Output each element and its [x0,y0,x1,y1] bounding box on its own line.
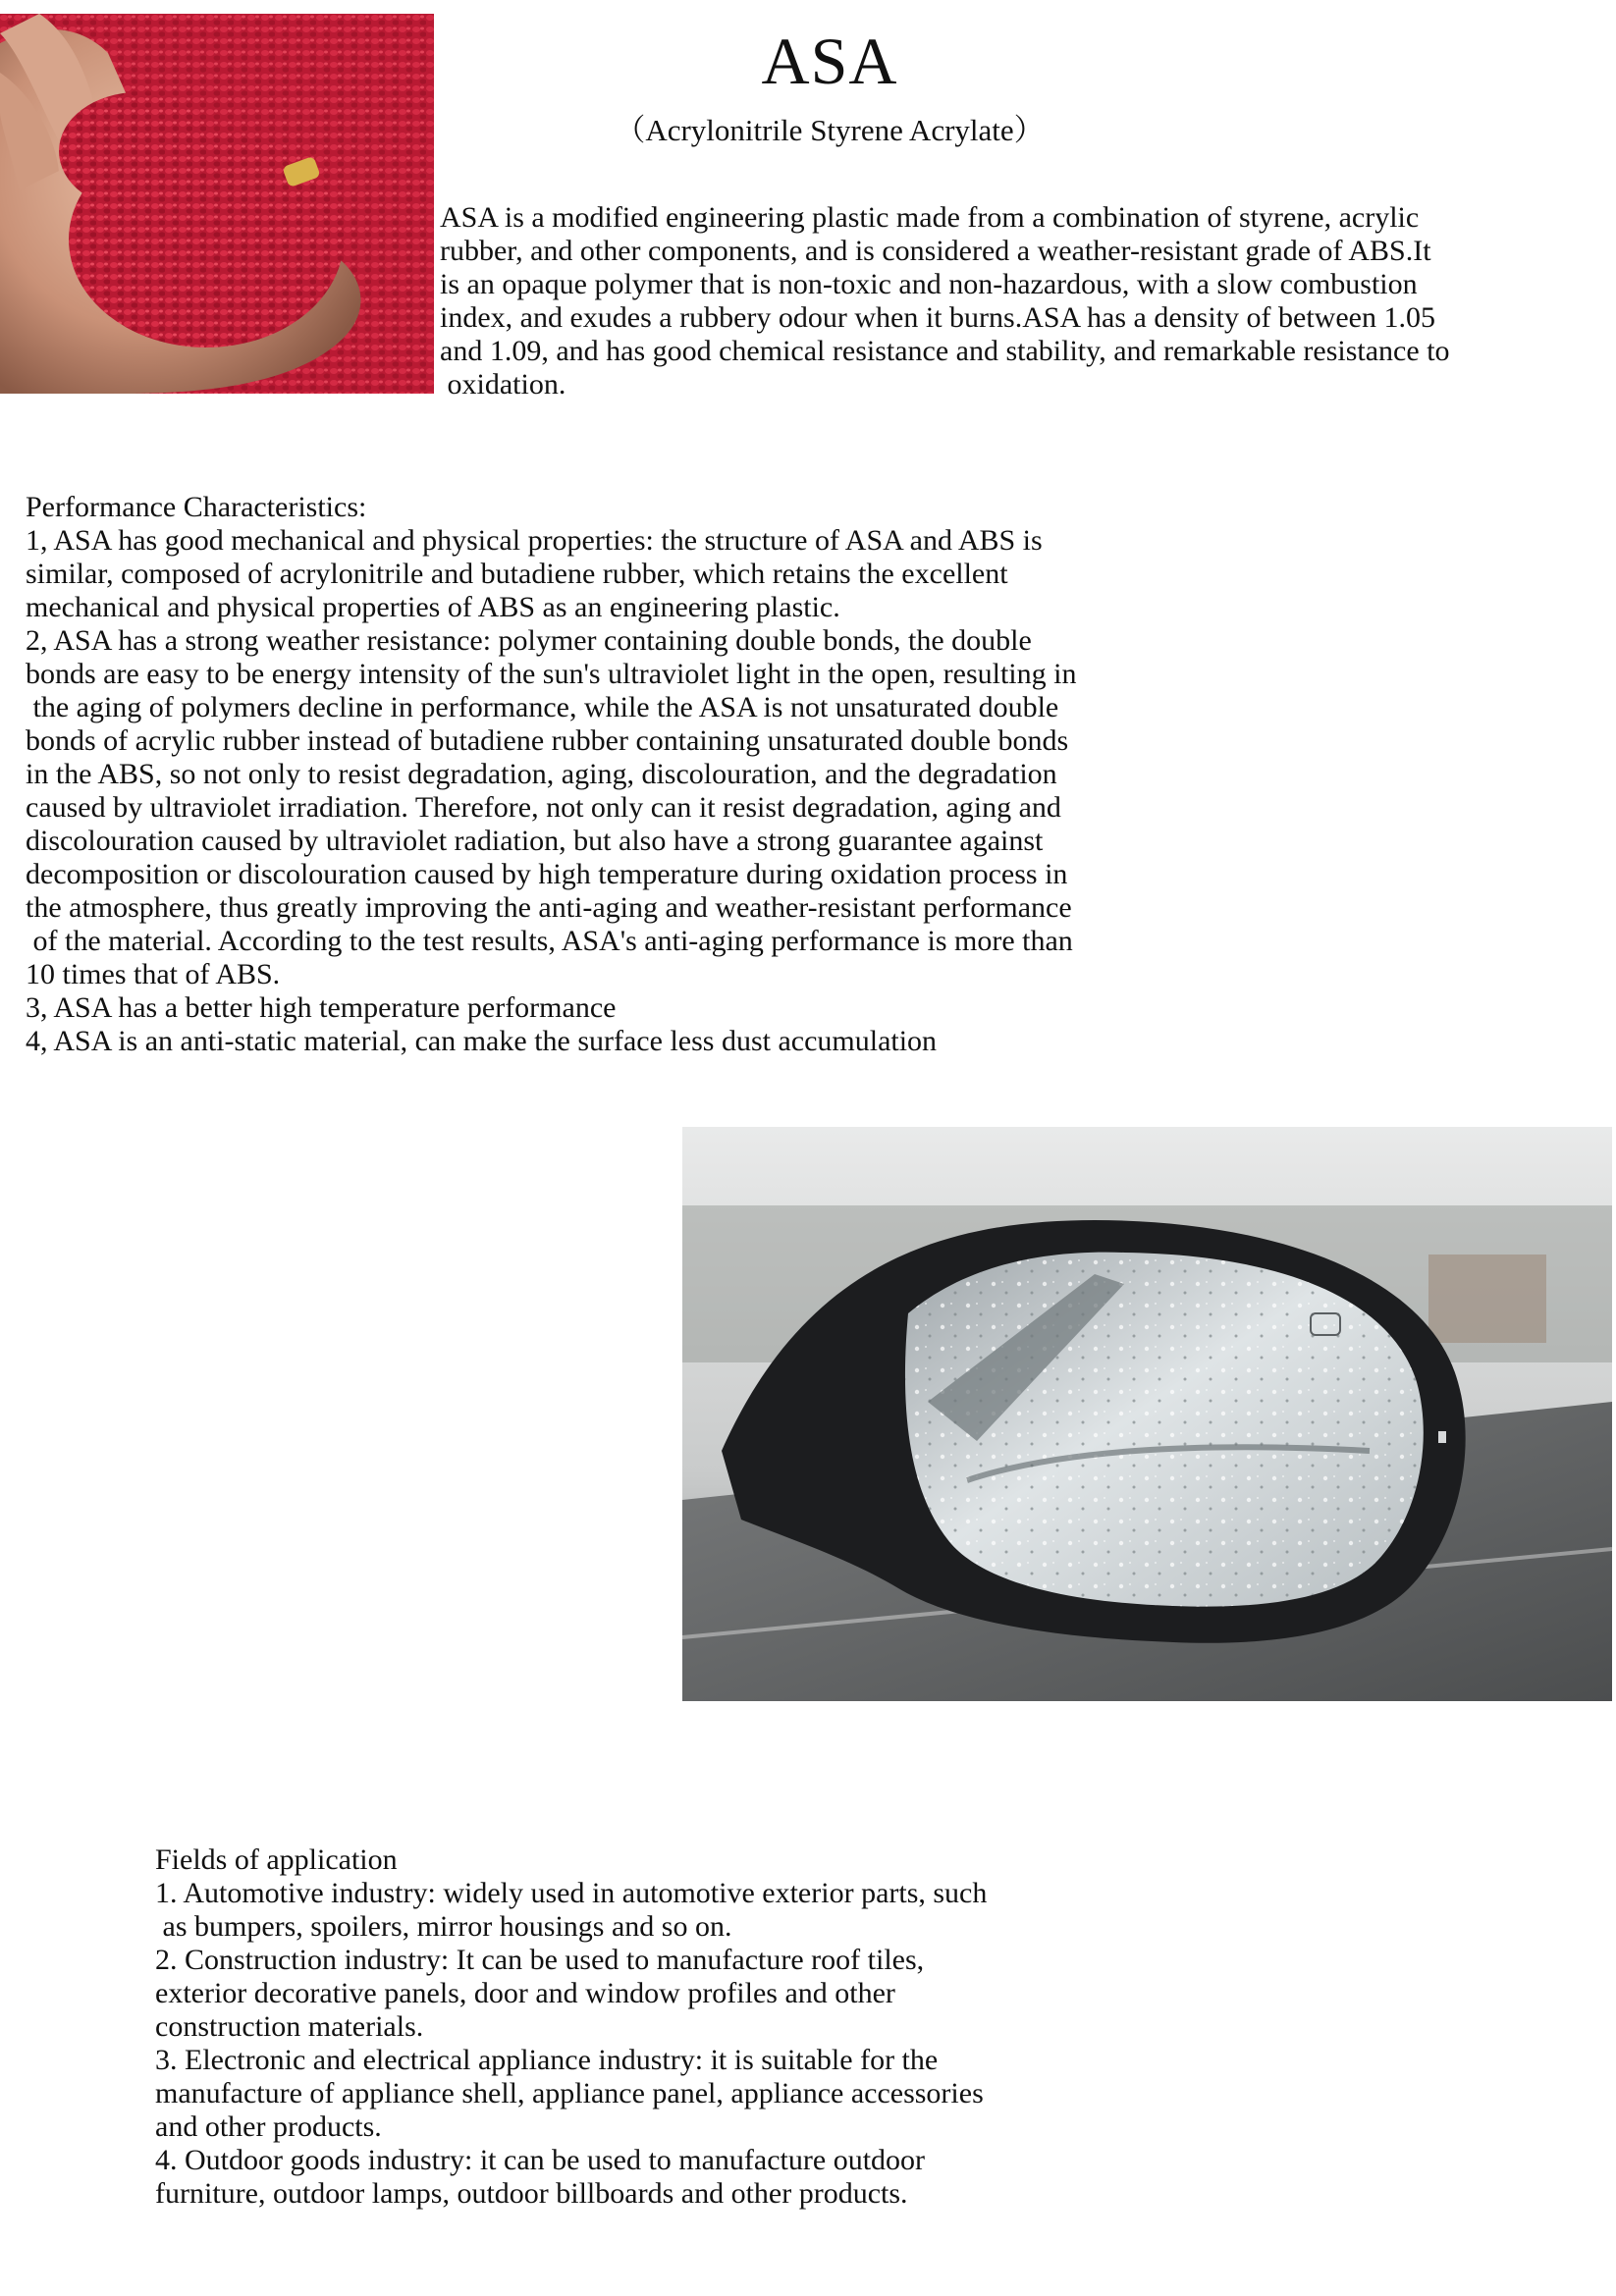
performance-line: mechanical and physical properties of ABS as an engineering plastic. [26,591,840,623]
application-line: manufacture of appliance shell, appliance panel, appliance accessories [155,2077,984,2109]
application-line: 3. Electronic and electrical appliance industry: it is suitable for the [155,2044,939,2076]
application-line: construction materials. [155,2010,424,2043]
application-line: and other products. [155,2110,382,2143]
performance-line: bonds are easy to be energy intensity of the sun's ultraviolet light in the open, resulting in [26,658,1077,690]
car-mirror-photo [682,1127,1612,1701]
performance-line: 2, ASA has a strong weather resistance: polymer containing double bonds, the double [26,624,1032,657]
application-line: 4. Outdoor goods industry: it can be used to manufacture outdoor [155,2144,926,2176]
intro-line: ASA is a modified engineering plastic made from a combination of styrene, acrylic [440,201,1420,234]
application-line: 2. Construction industry: It can be used to manufacture roof tiles, [155,1944,925,1976]
performance-line: the atmosphere, thus greatly improving the anti-aging and weather-resistant performance [26,891,1072,924]
performance-line: caused by ultraviolet irradiation. Therefore, not only can it resist degradation, aging and [26,791,1061,824]
application-line: furniture, outdoor lamps, outdoor billboards and other products. [155,2177,908,2210]
applications-section [155,1843,1137,2211]
performance-line: in the ABS, so not only to resist degradation, aging, discolouration, and the degradation [26,758,1057,790]
performance-line: 1, ASA has good mechanical and physical properties: the structure of ASA and ABS is [26,524,1043,557]
application-line: exterior decorative panels, door and window profiles and other [155,1977,895,2009]
page-subtitle: （Acrylonitrile Styrene Acrylate） [615,113,1045,147]
performance-line: the aging of polymers decline in performance, while the ASA is not unsaturated double [26,691,1059,723]
intro-line: is an opaque polymer that is non-toxic and non-hazardous, with a slow combustion [440,268,1418,300]
application-line: as bumpers, spoilers, mirror housings and so on. [155,1910,732,1943]
intro-paragraph [440,201,1608,401]
applications-heading: Fields of application [155,1843,398,1876]
performance-line: 10 times that of ABS. [26,958,281,990]
performance-line: bonds of acrylic rubber instead of butadiene rubber containing unsaturated double bonds [26,724,1069,757]
intro-line: rubber, and other components, and is considered a weather-resistant grade of ABS.It [440,235,1431,267]
performance-line: of the material. According to the test results, ASA's anti-aging performance is more than [26,925,1073,957]
performance-line: similar, composed of acrylonitrile and butadiene rubber, which retains the excellent [26,558,1008,590]
performance-line: discolouration caused by ultraviolet radiation, but also have a strong guarantee against [26,825,1044,857]
intro-line: oxidation. [440,368,566,400]
intro-line: index, and exudes a rubbery odour when it burns.ASA has a density of between 1.05 [440,301,1435,334]
performance-section [26,491,1253,1058]
intro-line: and 1.09, and has good chemical resistance and stability, and remarkable resistance to [440,335,1450,367]
performance-line: 4, ASA is an anti-static material, can make the surface less dust accumulation [26,1025,938,1057]
performance-line: 3, ASA has a better high temperature performance [26,991,617,1024]
red-pellets-photo [0,14,434,394]
application-line: 1. Automotive industry: widely used in automotive exterior parts, such [155,1877,988,1909]
performance-heading: Performance Characteristics: [26,491,367,523]
performance-line: decomposition or discolouration caused by high temperature during oxidation process in [26,858,1068,890]
page-title: ASA [761,24,898,98]
